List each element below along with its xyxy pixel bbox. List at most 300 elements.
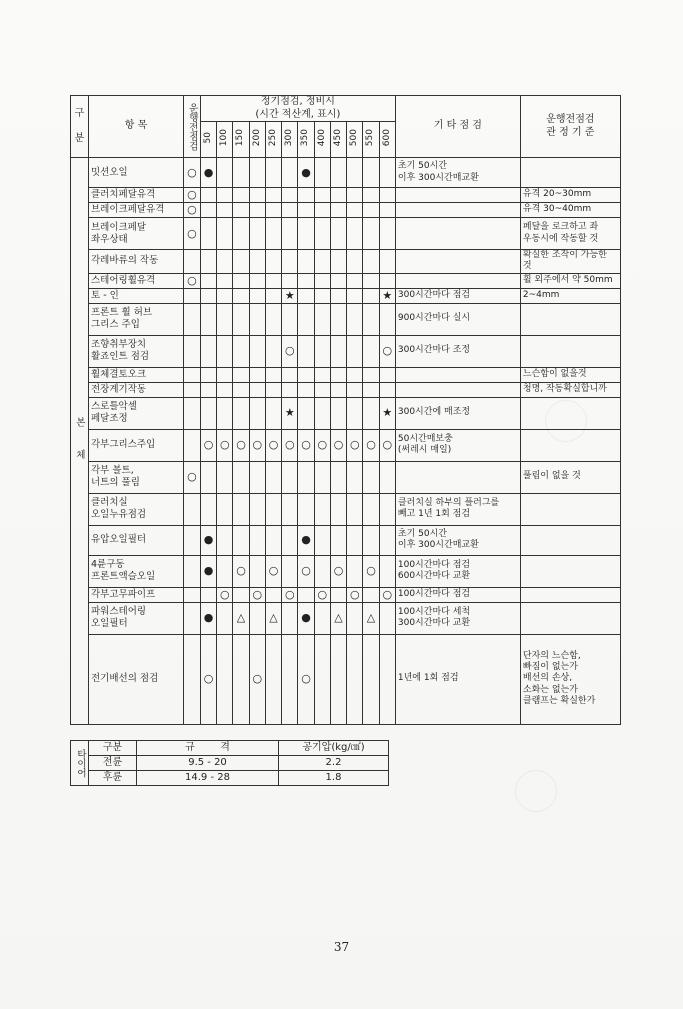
interval-mark: [314, 303, 330, 335]
interval-mark: [249, 158, 265, 188]
item-name: 스로틀악셀 페달조정: [89, 397, 184, 429]
interval-mark: [330, 303, 346, 335]
section-header: 구 분: [71, 96, 89, 158]
interval-mark: ○: [298, 555, 314, 587]
interval-mark: ○: [379, 587, 395, 602]
interval-mark: ○: [379, 335, 395, 367]
interval-mark: ○: [330, 429, 346, 461]
interval-mark: [314, 250, 330, 274]
interval-mark: [217, 382, 233, 397]
interval-mark: [330, 461, 346, 493]
interval-mark: [217, 273, 233, 288]
interval-mark: ○: [282, 335, 298, 367]
interval-mark: [379, 158, 395, 188]
item-name: 각부고무파이프: [89, 587, 184, 602]
hour-header: 250: [265, 122, 281, 158]
interval-mark: [298, 218, 314, 250]
interval-mark: [200, 587, 216, 602]
interval-mark: [217, 493, 233, 525]
interval-mark: [314, 555, 330, 587]
interval-mark: [347, 555, 363, 587]
interval-mark: [265, 250, 281, 274]
interval-mark: [282, 273, 298, 288]
interval-mark: ○: [363, 555, 379, 587]
interval-mark: [314, 335, 330, 367]
interval-mark: [330, 382, 346, 397]
hour-header: 400: [314, 122, 330, 158]
interval-mark: [249, 218, 265, 250]
item-name: 클러치실 오일누유점검: [89, 493, 184, 525]
interval-mark: [379, 634, 395, 724]
check-standard: [520, 587, 620, 602]
interval-mark: [282, 634, 298, 724]
interval-mark: ○: [347, 429, 363, 461]
interval-mark: [233, 587, 249, 602]
tire-table: [70, 740, 389, 786]
tire-header-pressure: 공기압(kg/㎠): [279, 741, 389, 756]
interval-mark: △: [330, 602, 346, 634]
interval-mark: [347, 250, 363, 274]
interval-mark: [200, 335, 216, 367]
check-standard: [520, 335, 620, 367]
interval-mark: [363, 461, 379, 493]
interval-mark: [265, 158, 281, 188]
interval-mark: [265, 367, 281, 382]
interval-mark: ○: [233, 555, 249, 587]
interval-mark: [379, 218, 395, 250]
item-name: 조향취부장치 활죠인트 점검: [89, 335, 184, 367]
check-standard: [520, 158, 620, 188]
interval-mark: △: [233, 602, 249, 634]
interval-mark: [217, 158, 233, 188]
interval-mark: [363, 188, 379, 203]
interval-mark: [200, 461, 216, 493]
interval-mark: ○: [298, 429, 314, 461]
interval-mark: [379, 188, 395, 203]
interval-mark: [347, 493, 363, 525]
pre-check-mark: ○: [184, 273, 201, 288]
interval-mark: [200, 382, 216, 397]
table-row: [71, 461, 621, 493]
tire-front-name: 전륜: [89, 756, 137, 771]
table-row: [71, 587, 621, 602]
interval-mark: ★: [282, 288, 298, 303]
interval-mark: [282, 382, 298, 397]
interval-mark: [379, 493, 395, 525]
pre-check-mark: ○: [184, 461, 201, 493]
other-check-note: 50시간매보충 (써레시 매일): [395, 429, 520, 461]
interval-mark: [265, 188, 281, 203]
interval-mark: [379, 273, 395, 288]
interval-mark: [233, 335, 249, 367]
pre-check-mark: [184, 429, 201, 461]
interval-mark: [347, 288, 363, 303]
interval-mark: [314, 288, 330, 303]
table-row: [71, 397, 621, 429]
interval-mark: [200, 397, 216, 429]
interval-mark: [347, 525, 363, 555]
interval-mark: [347, 634, 363, 724]
interval-mark: [249, 335, 265, 367]
interval-mark: [200, 203, 216, 218]
interval-mark: ●: [298, 158, 314, 188]
interval-mark: ●: [200, 525, 216, 555]
interval-mark: [282, 555, 298, 587]
table-row: [71, 602, 621, 634]
interval-mark: △: [265, 602, 281, 634]
interval-mark: [330, 634, 346, 724]
table-row: [71, 288, 621, 303]
interval-mark: [200, 493, 216, 525]
interval-mark: [330, 335, 346, 367]
interval-mark: [249, 493, 265, 525]
other-check-note: 초기 50시간 이후 300시간매교환: [395, 525, 520, 555]
interval-mark: [249, 555, 265, 587]
interval-mark: [233, 367, 249, 382]
interval-mark: [298, 273, 314, 288]
pre-check-mark: ○: [184, 158, 201, 188]
interval-mark: ★: [282, 397, 298, 429]
interval-mark: [249, 203, 265, 218]
tire-front-spec: 9.5 - 20: [137, 756, 279, 771]
pre-check-mark: [184, 335, 201, 367]
interval-mark: [249, 525, 265, 555]
interval-mark: [298, 288, 314, 303]
interval-mark: [330, 218, 346, 250]
interval-mark: [298, 188, 314, 203]
interval-mark: [298, 493, 314, 525]
other-check-note: 300시간에 매조정: [395, 397, 520, 429]
interval-mark: [217, 188, 233, 203]
item-name: 파워스테어링 오일필터: [89, 602, 184, 634]
interval-mark: [217, 335, 233, 367]
interval-mark: [363, 250, 379, 274]
bleed-through-circle: [515, 770, 557, 812]
interval-mark: [265, 273, 281, 288]
pre-check-mark: [184, 382, 201, 397]
check-standard: 페달을 로크하고 좌 우동시에 작동할 것: [520, 218, 620, 250]
interval-mark: [249, 602, 265, 634]
interval-mark: ●: [298, 602, 314, 634]
interval-mark: [233, 382, 249, 397]
interval-mark: ○: [249, 587, 265, 602]
interval-mark: [217, 555, 233, 587]
interval-mark: [249, 367, 265, 382]
interval-mark: [200, 273, 216, 288]
interval-mark: ○: [363, 429, 379, 461]
interval-mark: △: [363, 602, 379, 634]
hour-header: 50: [200, 122, 216, 158]
interval-mark: [282, 461, 298, 493]
interval-mark: [330, 367, 346, 382]
tire-rear-spec: 14.9 - 28: [137, 771, 279, 786]
interval-mark: ○: [282, 429, 298, 461]
item-name: 토 - 인: [89, 288, 184, 303]
interval-mark: [200, 367, 216, 382]
interval-mark: [282, 218, 298, 250]
table-row: [71, 335, 621, 367]
interval-mark: [330, 273, 346, 288]
interval-mark: [314, 602, 330, 634]
interval-mark: [233, 303, 249, 335]
tire-header-spec: 규 격: [137, 741, 279, 756]
interval-mark: ○: [200, 429, 216, 461]
interval-mark: [363, 288, 379, 303]
interval-mark: [249, 382, 265, 397]
interval-mark: [217, 602, 233, 634]
interval-mark: [217, 250, 233, 274]
table-row: [71, 493, 621, 525]
interval-mark: [379, 382, 395, 397]
interval-mark: [330, 158, 346, 188]
interval-mark: [314, 397, 330, 429]
interval-mark: [265, 397, 281, 429]
other-check-note: 1년에 1회 점검: [395, 634, 520, 724]
pre-check-mark: [184, 587, 201, 602]
item-name: 각부그리스주입: [89, 429, 184, 461]
item-name: 유압오일필터: [89, 525, 184, 555]
interval-mark: [282, 203, 298, 218]
interval-mark: [265, 634, 281, 724]
interval-mark: ○: [314, 429, 330, 461]
interval-mark: [298, 250, 314, 274]
interval-mark: [347, 218, 363, 250]
interval-mark: [282, 602, 298, 634]
check-standard: [520, 397, 620, 429]
item-name: 스테어링휠유격: [89, 273, 184, 288]
interval-mark: [363, 203, 379, 218]
item-header: 항 목: [89, 96, 184, 158]
interval-mark: [347, 461, 363, 493]
other-check-note: [395, 203, 520, 218]
interval-mark: [265, 303, 281, 335]
interval-mark: [217, 218, 233, 250]
interval-mark: [217, 203, 233, 218]
interval-mark: [363, 382, 379, 397]
interval-mark: [265, 493, 281, 525]
interval-mark: [233, 493, 249, 525]
interval-mark: [265, 203, 281, 218]
interval-mark: ○: [379, 429, 395, 461]
interval-mark: [379, 303, 395, 335]
hour-header: 350: [298, 122, 314, 158]
check-standard: 청명, 작동확실합니까: [520, 382, 620, 397]
interval-mark: [379, 250, 395, 274]
check-standard: 유격 20~30mm: [520, 188, 620, 203]
interval-mark: [330, 250, 346, 274]
item-name: 전장계기작동: [89, 382, 184, 397]
pre-check-mark: [184, 493, 201, 525]
interval-mark: ○: [217, 429, 233, 461]
interval-mark: [330, 587, 346, 602]
interval-mark: ○: [265, 429, 281, 461]
pre-check-mark: [184, 525, 201, 555]
item-name: 프론트 휠 허브 그리스 주입: [89, 303, 184, 335]
interval-mark: [314, 367, 330, 382]
interval-mark: [363, 218, 379, 250]
interval-mark: [314, 218, 330, 250]
interval-mark: [314, 525, 330, 555]
interval-mark: [282, 303, 298, 335]
item-name: 브레이크페달 좌우상태: [89, 218, 184, 250]
interval-mark: [282, 158, 298, 188]
interval-mark: [347, 602, 363, 634]
interval-mark: [200, 288, 216, 303]
table-row: [71, 273, 621, 288]
hour-header: 450: [330, 122, 346, 158]
interval-mark: [347, 273, 363, 288]
interval-mark: [265, 382, 281, 397]
interval-mark: [314, 461, 330, 493]
other-check-note: 100시간마다 세척 300시간마다 교환: [395, 602, 520, 634]
pre-check-mark: ○: [184, 218, 201, 250]
hour-header: 600: [379, 122, 395, 158]
check-standard: 유격 30~40mm: [520, 203, 620, 218]
interval-mark: ●: [200, 555, 216, 587]
table-row: [71, 429, 621, 461]
interval-mark: [363, 273, 379, 288]
interval-mark: [330, 288, 346, 303]
interval-mark: [265, 525, 281, 555]
pre-check-mark: [184, 288, 201, 303]
pre-check-mark: ○: [184, 188, 201, 203]
interval-mark: [314, 634, 330, 724]
other-check-note: 300시간마다 조정: [395, 335, 520, 367]
interval-mark: [265, 587, 281, 602]
tire-header-class: 구분: [89, 741, 137, 756]
pre-check-mark: [184, 397, 201, 429]
pre-check-mark: ○: [184, 203, 201, 218]
table-row: [71, 250, 621, 274]
interval-mark: [265, 461, 281, 493]
interval-mark: [265, 288, 281, 303]
interval-mark: [347, 397, 363, 429]
check-standard: 휠 외주에서 약 50mm: [520, 273, 620, 288]
pre-check-mark: [184, 555, 201, 587]
interval-mark: ○: [249, 429, 265, 461]
interval-mark: [233, 158, 249, 188]
interval-mark: [347, 382, 363, 397]
other-check-note: [395, 218, 520, 250]
tire-label: 타이어: [71, 741, 89, 786]
item-name: 전기배선의 점검: [89, 634, 184, 724]
interval-mark: [282, 367, 298, 382]
interval-mark: [363, 158, 379, 188]
interval-mark: [249, 188, 265, 203]
interval-mark: [249, 273, 265, 288]
interval-mark: [363, 493, 379, 525]
interval-mark: [217, 397, 233, 429]
interval-mark: [379, 602, 395, 634]
maintenance-schedule-table: [70, 95, 621, 725]
pre-check-mark: [184, 367, 201, 382]
interval-mark: [200, 303, 216, 335]
interval-mark: [314, 493, 330, 525]
interval-mark: [314, 273, 330, 288]
interval-mark: [314, 203, 330, 218]
interval-mark: [233, 288, 249, 303]
interval-mark: [330, 493, 346, 525]
interval-mark: ★: [379, 288, 395, 303]
interval-mark: [217, 288, 233, 303]
check-standard: [520, 555, 620, 587]
interval-mark: [330, 188, 346, 203]
interval-mark: [298, 587, 314, 602]
table-row: [71, 634, 621, 724]
pre-check-mark: [184, 602, 201, 634]
interval-mark: [233, 634, 249, 724]
item-name: 휠체결토오크: [89, 367, 184, 382]
interval-mark: [265, 218, 281, 250]
interval-mark: ○: [298, 634, 314, 724]
interval-mark: [314, 188, 330, 203]
interval-mark: [298, 203, 314, 218]
check-standard: [520, 525, 620, 555]
item-name: 각부 볼트, 너트의 풀림: [89, 461, 184, 493]
interval-mark: [217, 303, 233, 335]
interval-mark: [200, 218, 216, 250]
interval-mark: [200, 188, 216, 203]
other-check-note: 300시간마다 점검: [395, 288, 520, 303]
check-standard: 확실한 조작이 가능한 것: [520, 250, 620, 274]
interval-mark: [233, 218, 249, 250]
interval-mark: [314, 158, 330, 188]
other-check-note: [395, 461, 520, 493]
interval-mark: [347, 367, 363, 382]
check-standard: [520, 493, 620, 525]
interval-mark: [200, 250, 216, 274]
check-standard: [520, 429, 620, 461]
hour-header: 500: [347, 122, 363, 158]
interval-mark: [330, 525, 346, 555]
pre-check-mark: [184, 634, 201, 724]
check-standard: 풀림이 없을 것: [520, 461, 620, 493]
interval-mark: ●: [298, 525, 314, 555]
interval-mark: [347, 188, 363, 203]
interval-mark: [233, 203, 249, 218]
interval-mark: [233, 188, 249, 203]
hour-header: 300: [282, 122, 298, 158]
page-number: 37: [333, 940, 350, 954]
interval-mark: ○: [330, 555, 346, 587]
tire-front-pressure: 2.2: [279, 756, 389, 771]
interval-mark: [217, 525, 233, 555]
hour-header: 100: [217, 122, 233, 158]
interval-mark: [347, 303, 363, 335]
pre-check-mark: [184, 303, 201, 335]
interval-mark: [298, 303, 314, 335]
interval-mark: ○: [233, 429, 249, 461]
table-row: [71, 555, 621, 587]
interval-mark: [330, 397, 346, 429]
interval-mark: [347, 203, 363, 218]
interval-mark: [330, 203, 346, 218]
hour-header: 550: [363, 122, 379, 158]
other-check-header: 기 타 점 검: [395, 96, 520, 158]
interval-mark: [363, 335, 379, 367]
interval-mark: [233, 250, 249, 274]
interval-mark: [347, 158, 363, 188]
interval-mark: [379, 203, 395, 218]
table-row: [71, 203, 621, 218]
interval-mark: [298, 335, 314, 367]
interval-mark: ★: [379, 397, 395, 429]
item-name: 각레바류의 작동: [89, 250, 184, 274]
tire-rear-pressure: 1.8: [279, 771, 389, 786]
other-check-note: 900시간마다 실시: [395, 303, 520, 335]
other-check-note: [395, 367, 520, 382]
check-standard: 단자의 느슨함, 빠짐이 없는가 배선의 손상, 소화는 없는가 클램프는 확실한가: [520, 634, 620, 724]
